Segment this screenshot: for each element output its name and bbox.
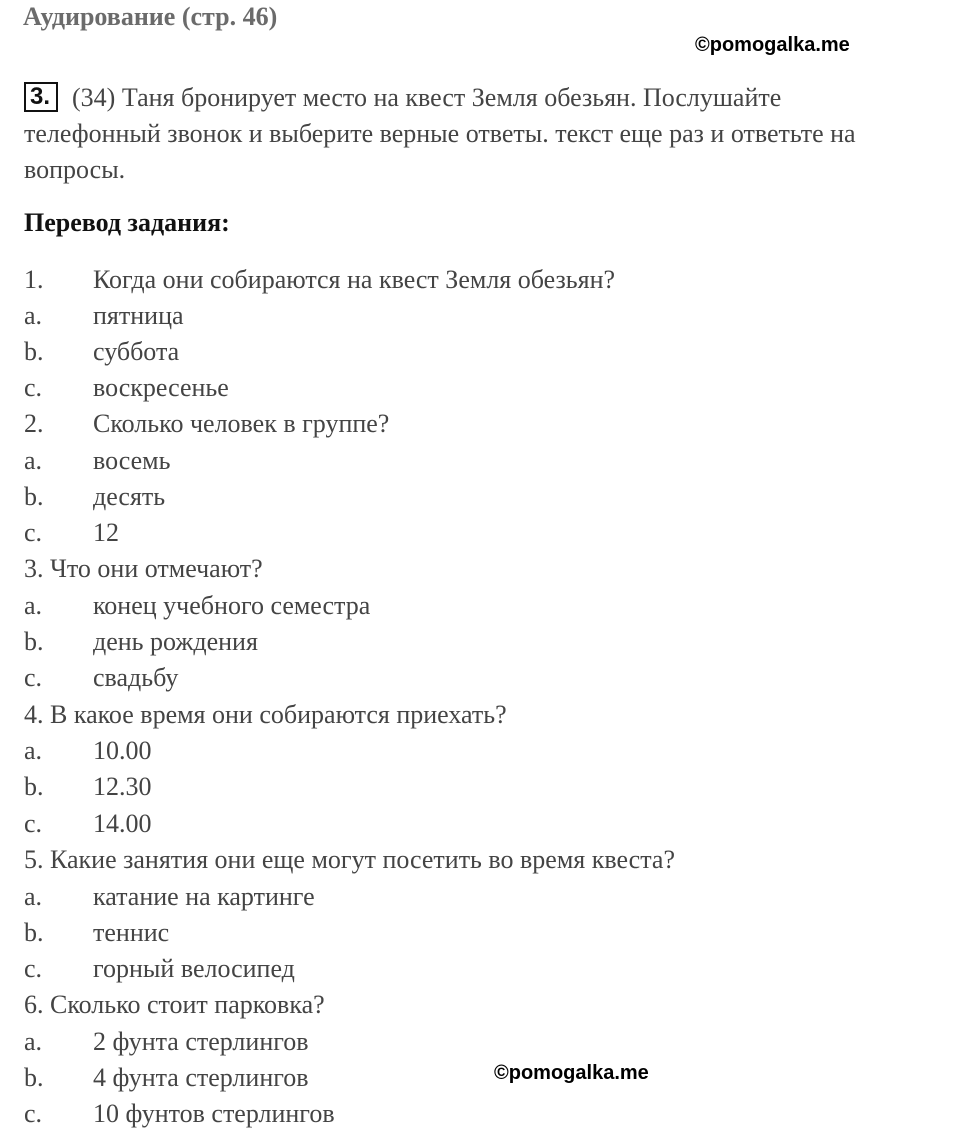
question-5: 5. Какие занятия они еще могут посетить во время квеста? (24, 845, 675, 874)
option-mark: b. (24, 1063, 44, 1092)
question-number: 1. (24, 265, 44, 294)
option-text: 2 фунта стерлингов (93, 1027, 309, 1056)
option-mark: c. (24, 373, 43, 402)
option-mark: b. (24, 337, 44, 366)
option-2a (24, 443, 170, 479)
option-text: катание на картинге (93, 882, 315, 911)
task-description (24, 80, 924, 188)
section-heading: Перевод задания: (24, 208, 230, 237)
option-mark: a. (24, 736, 43, 765)
option-text: горный велосипед (93, 954, 295, 983)
option-5b (24, 915, 169, 951)
option-1b (24, 334, 179, 370)
option-mark: a. (24, 301, 43, 330)
option-text: 4 фунта стерлингов (93, 1063, 309, 1092)
option-4c (24, 806, 152, 842)
page-title: Аудирование (стр. 46) (23, 2, 278, 31)
option-2b (24, 479, 165, 515)
question-2 (24, 406, 389, 442)
option-mark: c. (24, 663, 43, 692)
task-text-2: телефонный звонок и выберите верные ответы. текст еще раз и ответьте на (24, 119, 856, 148)
option-mark: b. (24, 482, 44, 511)
task-text-1: (34) Таня бронирует место на квест Земля обезьян. Послушайте (72, 83, 782, 112)
question-6: 6. Сколько стоит парковка? (24, 990, 325, 1019)
task-text-3: вопросы. (24, 155, 126, 184)
question-text: Когда они собираются на квест Земля обезьян? (93, 265, 616, 294)
question-4: 4. В какое время они собираются приехать? (24, 700, 507, 729)
option-mark: b. (24, 772, 44, 801)
option-6a (24, 1024, 309, 1060)
option-mark: c. (24, 518, 43, 547)
option-mark: a. (24, 591, 43, 620)
option-text: 14.00 (93, 809, 152, 838)
option-text: 12 (93, 518, 119, 547)
question-3: 3. Что они отмечают? (24, 554, 263, 583)
option-5a (24, 879, 315, 915)
task-number-badge: 3. (24, 82, 58, 112)
question-1 (24, 262, 615, 298)
option-mark: b. (24, 918, 44, 947)
option-mark: c. (24, 954, 43, 983)
option-text: конец учебного семестра (93, 591, 371, 620)
question-number: 2. (24, 409, 44, 438)
option-6c (24, 1096, 335, 1132)
option-text: воскресенье (93, 373, 229, 402)
option-6b (24, 1060, 309, 1096)
option-text: свадьбу (93, 663, 179, 692)
option-mark: b. (24, 627, 44, 656)
option-1c (24, 370, 229, 406)
option-4a (24, 733, 152, 769)
option-mark: a. (24, 1027, 43, 1056)
option-mark: a. (24, 882, 43, 911)
option-3b (24, 624, 258, 660)
option-text: десять (93, 482, 166, 511)
option-3a (24, 588, 370, 624)
option-mark: c. (24, 809, 43, 838)
question-text: Сколько человек в группе? (93, 409, 390, 438)
option-mark: a. (24, 446, 43, 475)
option-text: 12.30 (93, 772, 152, 801)
option-4b (24, 769, 152, 805)
watermark-top: ©pomogalka.me (695, 34, 850, 56)
option-text: день рождения (93, 627, 258, 656)
watermark-bottom: ©pomogalka.me (494, 1062, 649, 1084)
option-text: суббота (93, 337, 180, 366)
option-text: пятница (93, 301, 184, 330)
option-2c (24, 515, 119, 551)
task-line-1 (24, 80, 924, 116)
option-1a (24, 298, 184, 334)
option-3c (24, 660, 178, 696)
option-text: восемь (93, 446, 171, 475)
option-mark: c. (24, 1099, 43, 1128)
option-text: теннис (93, 918, 170, 947)
option-5c (24, 951, 295, 987)
option-text: 10 фунтов стерлингов (93, 1099, 335, 1128)
option-text: 10.00 (93, 736, 152, 765)
